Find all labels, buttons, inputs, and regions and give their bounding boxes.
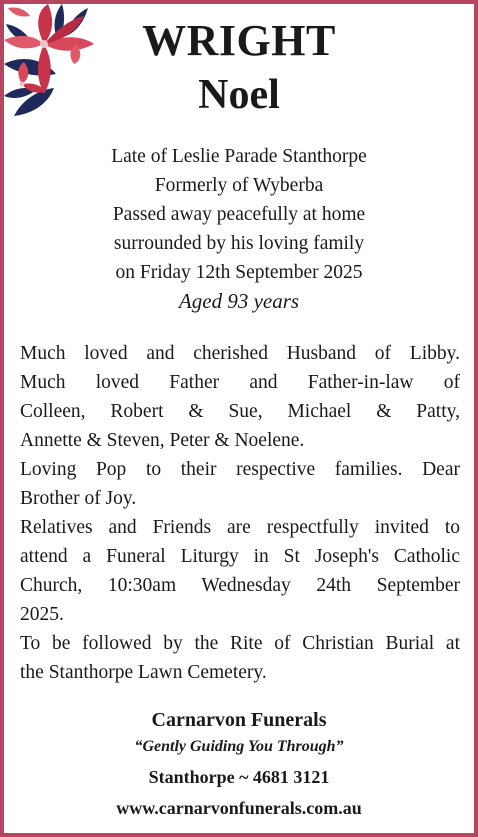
- detail-line: Formerly of Wyberba: [154, 175, 324, 196]
- family-paragraph: [20, 339, 460, 513]
- funeral-line: Church, 10:30am Wednesday 24th September: [20, 575, 460, 596]
- family-line: Much loved Father and Father-in-law of: [20, 372, 460, 393]
- detail-line: surrounded by his loving family: [113, 233, 365, 254]
- age-line: Aged 93 years: [178, 289, 300, 313]
- funeral-director-name: Carnarvon Funerals: [151, 709, 327, 731]
- funeral-director-tagline: “Gently Guiding You Through”: [134, 738, 344, 755]
- funeral-line: To be followed by the Rite of Christian Burial at: [20, 633, 460, 654]
- detail-line: Late of Leslie Parade Stanthorpe: [111, 146, 367, 167]
- funeral-line: the Stanthorpe Lawn Cemetery.: [20, 662, 267, 683]
- family-line: Colleen, Robert & Sue, Michael & Patty,: [20, 401, 460, 422]
- family-line: Brother of Joy.: [20, 488, 137, 509]
- detail-line: Passed away peacefully at home: [112, 204, 366, 225]
- detail-line: on Friday 12th September 2025: [115, 262, 363, 283]
- funeral-director-phone: Stanthorpe ~ 4681 3121: [148, 767, 330, 787]
- surname-heading: WRIGHT: [142, 16, 336, 65]
- family-line: Annette & Steven, Peter & Noelene.: [20, 430, 305, 451]
- funeral-line: Relatives and Friends are respectfully invited to: [20, 517, 460, 538]
- funeral-line: 2025.: [20, 604, 64, 625]
- family-line: Loving Pop to their respective families. Dear: [20, 459, 460, 480]
- family-line: Much loved and cherished Husband of Libby.: [20, 343, 460, 364]
- funeral-paragraph: [20, 513, 460, 687]
- first-name-heading: Noel: [198, 72, 280, 118]
- funeral-line: attend a Funeral Liturgy in St Joseph's Catholic: [20, 546, 460, 567]
- residence-details: [0, 142, 478, 287]
- funeral-director-website: www.carnarvonfunerals.com.au: [116, 798, 362, 818]
